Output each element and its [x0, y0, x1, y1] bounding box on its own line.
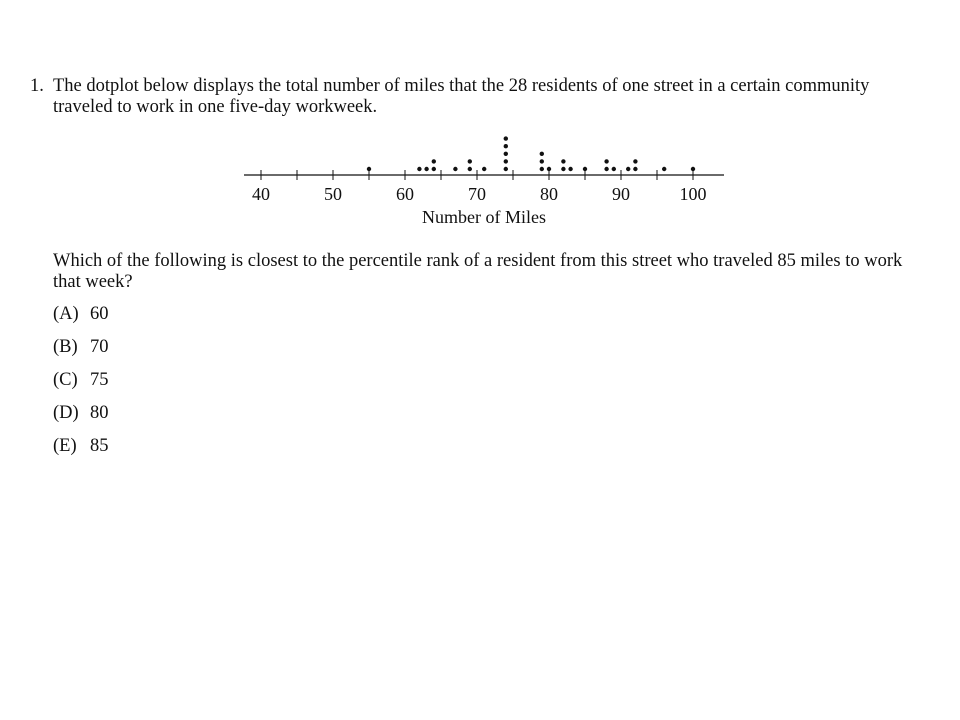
choice-value: 80	[90, 403, 109, 423]
data-dot	[424, 167, 428, 171]
data-dot	[504, 152, 508, 156]
data-dot	[691, 167, 695, 171]
choice-letter: (A)	[53, 304, 79, 324]
data-dot	[547, 167, 551, 171]
data-dot	[662, 167, 666, 171]
choice-letter: (B)	[53, 337, 78, 357]
data-dot	[432, 167, 436, 171]
choice-letter: (C)	[53, 370, 78, 390]
data-dot	[561, 159, 565, 163]
choice-c[interactable]	[53, 370, 109, 403]
data-dot	[417, 167, 421, 171]
choice-e[interactable]	[53, 436, 109, 469]
choice-value: 70	[90, 337, 109, 357]
data-dot	[367, 167, 371, 171]
data-dot	[612, 167, 616, 171]
data-dot	[504, 136, 508, 140]
x-tick-label: 70	[468, 184, 486, 204]
x-axis-label: Number of Miles	[422, 207, 546, 227]
x-tick-label: 60	[396, 184, 414, 204]
data-dot	[633, 159, 637, 163]
choice-value: 85	[90, 436, 109, 456]
data-dot	[540, 159, 544, 163]
data-dot	[568, 167, 572, 171]
data-dot	[604, 159, 608, 163]
x-tick-label: 80	[540, 184, 558, 204]
question-text: The dotplot below displays the total number of miles that the 28 residents of one street in a certain community traveled to work in one five-day workweek.	[53, 76, 870, 117]
question-prompt: Which of the following is closest to the percentile rank of a resident from this street who traveled 85 miles to work that week?	[53, 251, 903, 292]
data-dot	[482, 167, 486, 171]
question-number: 1.	[30, 76, 44, 96]
dotplot	[0, 0, 960, 240]
data-dot	[468, 167, 472, 171]
data-dot	[561, 167, 565, 171]
data-dot	[432, 159, 436, 163]
choice-letter: (E)	[53, 436, 77, 456]
data-dot	[604, 167, 608, 171]
data-dot	[633, 167, 637, 171]
data-dot	[583, 167, 587, 171]
answer-choices	[53, 304, 109, 469]
data-dot	[540, 152, 544, 156]
x-tick-label: 40	[252, 184, 270, 204]
choice-letter: (D)	[53, 403, 79, 423]
x-tick-label: 50	[324, 184, 342, 204]
data-dot	[504, 167, 508, 171]
x-tick-label: 100	[679, 184, 707, 204]
data-dot	[626, 167, 630, 171]
choice-value: 75	[90, 370, 109, 390]
choice-a[interactable]	[53, 304, 109, 337]
data-dot	[453, 167, 457, 171]
choice-value: 60	[90, 304, 109, 324]
choice-d[interactable]	[53, 403, 109, 436]
x-tick-label: 90	[612, 184, 630, 204]
data-dot	[468, 159, 472, 163]
data-dot	[504, 159, 508, 163]
choice-b[interactable]	[53, 337, 109, 370]
data-dot	[504, 144, 508, 148]
data-dot	[540, 167, 544, 171]
